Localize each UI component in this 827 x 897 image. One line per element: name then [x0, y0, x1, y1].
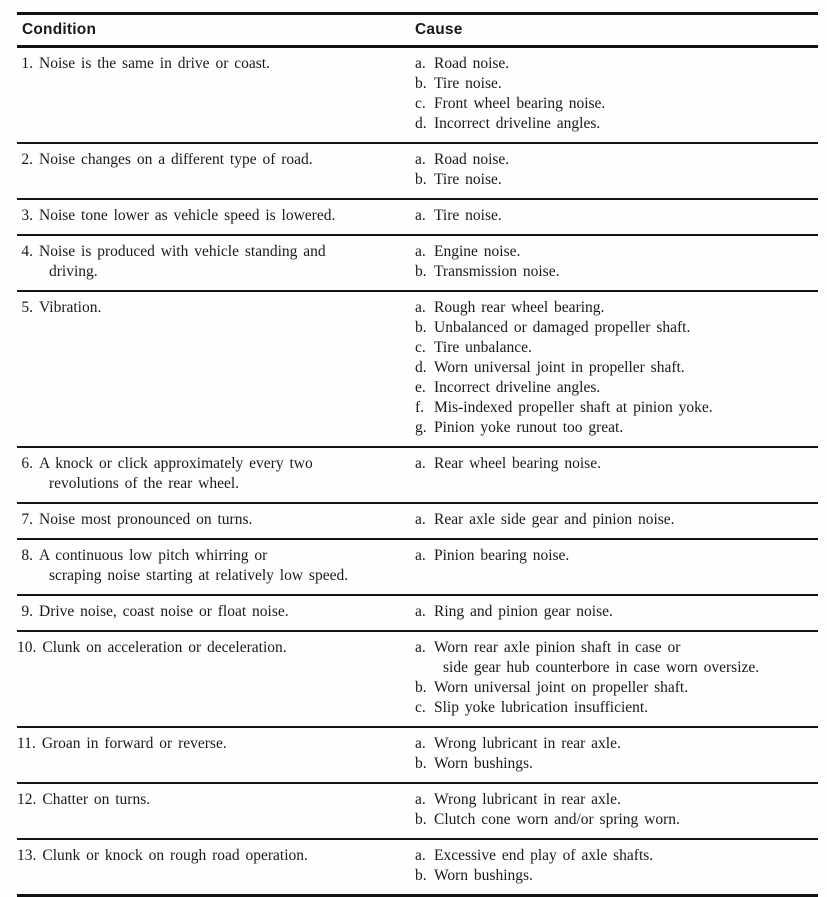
condition-text: Noise changes on a different type of road. [39, 151, 313, 168]
condition-cell [17, 206, 415, 226]
condition-number: 5. [21, 299, 33, 316]
cause-cell [415, 242, 818, 282]
condition-number: 7. [21, 511, 33, 528]
cause-text: Transmission noise. [434, 263, 560, 280]
cause-cell [415, 150, 818, 190]
condition-text: Drive noise, coast noise or float noise. [39, 603, 289, 620]
cause-letter: c. [415, 95, 426, 112]
cause-item [415, 338, 818, 358]
cause-text: Road noise. [434, 151, 510, 168]
cause-letter: b. [415, 811, 427, 828]
condition-line [17, 602, 415, 622]
cause-letter: d. [415, 115, 427, 132]
cause-text: Pinion yoke runout too great. [434, 419, 624, 436]
condition-line [17, 54, 415, 74]
cause-cell [415, 734, 818, 774]
cause-text: Unbalanced or damaged propeller shaft. [434, 319, 691, 336]
cause-cell [415, 510, 818, 530]
condition-cell [17, 790, 415, 830]
cause-letter: a. [415, 243, 426, 260]
cause-item [415, 638, 818, 678]
cause-cell [415, 602, 818, 622]
table-header-row [17, 15, 818, 48]
cause-letter: a. [415, 55, 426, 72]
cause-letter: b. [415, 319, 427, 336]
cause-letter: b. [415, 755, 427, 772]
cause-text-lines [434, 810, 680, 830]
cause-text-lines [434, 418, 623, 438]
cause-item [415, 454, 818, 474]
cause-text-lines [434, 318, 690, 338]
cause-text-lines [434, 74, 502, 94]
cause-text-lines [434, 54, 509, 74]
condition-number: 11. [17, 735, 36, 752]
condition-number: 13. [17, 847, 37, 864]
cause-item [415, 358, 818, 378]
cause-cell [415, 206, 818, 226]
cause-item [415, 262, 818, 282]
cause-item [415, 810, 818, 830]
cause-letter: a. [415, 603, 426, 620]
cause-text-lines [434, 262, 559, 282]
condition-cell [17, 54, 415, 134]
table-row [17, 596, 818, 632]
cause-letter: a. [415, 639, 426, 656]
cause-text: Excessive end play of axle shafts. [434, 847, 654, 864]
condition-number: 10. [17, 639, 37, 656]
cause-letter: a. [415, 151, 426, 168]
cause-item [415, 242, 818, 262]
condition-cell [17, 298, 415, 438]
condition-line [17, 454, 415, 474]
condition-text: Noise tone lower as vehicle speed is lowered. [39, 207, 336, 224]
cause-letter: a. [415, 299, 426, 316]
condition-text: Noise most pronounced on turns. [39, 511, 253, 528]
cause-letter: b. [415, 679, 427, 696]
condition-text-continued: revolutions of the rear wheel. [49, 475, 240, 492]
cause-text: Worn bushings. [434, 755, 533, 772]
cause-cell [415, 454, 818, 494]
table-row [17, 144, 818, 200]
condition-cell [17, 638, 415, 718]
cause-item [415, 206, 818, 226]
cause-text: Ring and pinion gear noise. [434, 603, 613, 620]
table-row [17, 200, 818, 236]
condition-number: 12. [17, 791, 37, 808]
cause-text: Clutch cone worn and/or spring worn. [434, 811, 680, 828]
condition-line [17, 734, 415, 754]
cause-item [415, 846, 818, 866]
cause-item [415, 318, 818, 338]
cause-text: Front wheel bearing noise. [434, 95, 606, 112]
cause-text-lines [434, 114, 600, 134]
table-row [17, 48, 818, 144]
condition-text: A knock or click approximately every two [39, 455, 313, 472]
cause-text: Road noise. [434, 55, 510, 72]
cause-letter: g. [415, 419, 427, 436]
condition-cell [17, 454, 415, 494]
cause-text: Slip yoke lubrication insufficient. [434, 699, 649, 716]
column-header-cause: Cause [415, 21, 463, 38]
cause-letter: b. [415, 867, 427, 884]
condition-text: Clunk or knock on rough road operation. [42, 847, 308, 864]
cause-text: Tire noise. [434, 207, 502, 224]
cause-item [415, 94, 818, 114]
condition-line [17, 298, 415, 318]
cause-text-lines [434, 698, 648, 718]
cause-item [415, 678, 818, 698]
table-body [17, 48, 818, 894]
cause-item [415, 418, 818, 438]
cause-text: Rear wheel bearing noise. [434, 455, 601, 472]
cause-letter: e. [415, 379, 426, 396]
condition-number: 2. [21, 151, 33, 168]
condition-line [17, 242, 415, 262]
condition-number: 3. [21, 207, 33, 224]
cause-text: Incorrect driveline angles. [434, 379, 601, 396]
cause-item [415, 602, 818, 622]
cause-cell [415, 54, 818, 134]
cause-text: Mis-indexed propeller shaft at pinion yoke. [434, 399, 713, 416]
cause-text-lines [434, 378, 600, 398]
cause-text: Wrong lubricant in rear axle. [434, 791, 621, 808]
cause-cell [415, 846, 818, 886]
cause-item [415, 170, 818, 190]
cause-letter: b. [415, 263, 427, 280]
table-row [17, 840, 818, 894]
cause-letter: a. [415, 735, 426, 752]
table-row [17, 448, 818, 504]
cause-text-continued: side gear hub counterbore in case worn oversize. [443, 659, 760, 676]
cause-letter: d. [415, 359, 427, 376]
condition-line [17, 846, 415, 866]
cause-text-lines [434, 734, 621, 754]
table-row [17, 632, 818, 728]
cause-text-lines [434, 94, 605, 114]
cause-text: Worn universal joint on propeller shaft. [434, 679, 689, 696]
cause-text: Worn universal joint in propeller shaft. [434, 359, 685, 376]
cause-text-lines [434, 358, 685, 378]
cause-item [415, 510, 818, 530]
cause-text: Worn rear axle pinion shaft in case or [434, 639, 681, 656]
condition-line [17, 510, 415, 530]
cause-text-lines [434, 242, 520, 262]
condition-line [17, 546, 415, 566]
cause-item [415, 866, 818, 886]
cause-text: Tire noise. [434, 171, 502, 188]
cause-item [415, 698, 818, 718]
condition-text: Vibration. [39, 299, 102, 316]
cause-letter: c. [415, 339, 426, 356]
cause-letter: f. [415, 399, 425, 416]
cause-text-lines [434, 790, 621, 810]
condition-text: Groan in forward or reverse. [41, 735, 227, 752]
diagnosis-table [17, 12, 818, 897]
condition-cell [17, 602, 415, 622]
cause-item [415, 114, 818, 134]
cause-text-lines [434, 546, 569, 566]
condition-number: 4. [21, 243, 33, 260]
cause-text-lines [434, 510, 675, 530]
table-row [17, 784, 818, 840]
cause-letter: c. [415, 699, 426, 716]
cause-item [415, 754, 818, 774]
condition-text-continued: driving. [49, 263, 98, 280]
cause-text: Rear axle side gear and pinion noise. [434, 511, 675, 528]
cause-item [415, 398, 818, 418]
cause-item [415, 546, 818, 566]
column-header-condition: Condition [22, 21, 97, 38]
condition-line [17, 206, 415, 226]
cause-item [415, 54, 818, 74]
cause-text: Worn bushings. [434, 867, 533, 884]
cause-text: Pinion bearing noise. [434, 547, 570, 564]
cause-text-lines [434, 678, 688, 698]
condition-cell [17, 510, 415, 530]
condition-number: 9. [21, 603, 33, 620]
table-row [17, 504, 818, 540]
condition-number: 6. [21, 455, 33, 472]
cause-letter: a. [415, 791, 426, 808]
condition-line [17, 790, 415, 810]
cause-item [415, 378, 818, 398]
cause-letter: a. [415, 511, 426, 528]
cause-text-lines [434, 866, 533, 886]
condition-text: Noise is the same in drive or coast. [39, 55, 270, 72]
condition-text: Noise is produced with vehicle standing and [39, 243, 326, 260]
condition-number: 1. [21, 55, 33, 72]
cause-text-lines [434, 170, 502, 190]
condition-line [17, 150, 415, 170]
cause-letter: a. [415, 207, 426, 224]
cause-letter: b. [415, 171, 427, 188]
cause-item [415, 298, 818, 318]
cause-text: Rough rear wheel bearing. [434, 299, 605, 316]
table-row [17, 540, 818, 596]
condition-text: Clunk on acceleration or deceleration. [42, 639, 287, 656]
cause-text-lines [434, 338, 532, 358]
cause-text: Tire unbalance. [434, 339, 532, 356]
cause-text-lines [434, 206, 502, 226]
condition-text: A continuous low pitch whirring or [39, 547, 268, 564]
condition-cell [17, 846, 415, 886]
condition-cell [17, 546, 415, 586]
cause-item [415, 74, 818, 94]
cause-item [415, 790, 818, 810]
cause-letter: a. [415, 847, 426, 864]
cause-text-lines [434, 298, 604, 318]
cause-cell [415, 546, 818, 586]
condition-cell [17, 150, 415, 190]
condition-text: Chatter on turns. [42, 791, 151, 808]
table-row [17, 236, 818, 292]
cause-cell [415, 790, 818, 830]
cause-text-lines [434, 398, 713, 418]
condition-number: 8. [21, 547, 33, 564]
cause-cell [415, 298, 818, 438]
cause-text-lines [434, 754, 533, 774]
cause-item [415, 150, 818, 170]
cause-text-lines [434, 454, 601, 474]
condition-line [17, 638, 415, 658]
cause-text: Wrong lubricant in rear axle. [434, 735, 621, 752]
condition-cell [17, 242, 415, 282]
cause-text: Incorrect driveline angles. [434, 115, 601, 132]
condition-cell [17, 734, 415, 774]
cause-text-lines [434, 638, 759, 678]
cause-text: Engine noise. [434, 243, 521, 260]
condition-text-continued: scraping noise starting at relatively low speed. [49, 567, 349, 584]
cause-text-lines [434, 602, 613, 622]
cause-cell [415, 638, 818, 718]
cause-text-lines [434, 846, 653, 866]
cause-text: Tire noise. [434, 75, 502, 92]
cause-item [415, 734, 818, 754]
cause-letter: a. [415, 547, 426, 564]
table-row [17, 728, 818, 784]
table-row [17, 292, 818, 448]
cause-text-lines [434, 150, 509, 170]
cause-letter: b. [415, 75, 427, 92]
cause-letter: a. [415, 455, 426, 472]
